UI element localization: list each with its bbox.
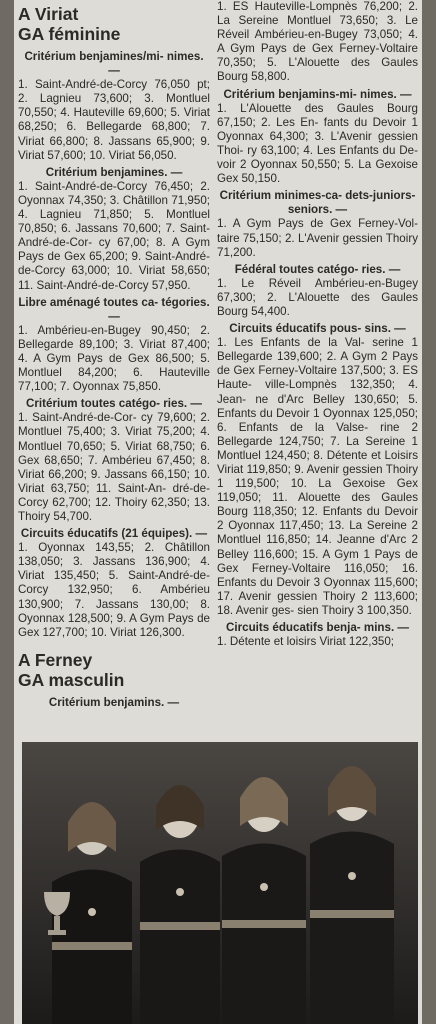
- section-title: Critérium benjamins. —: [48, 695, 180, 709]
- section-body: 1. Saint-André-de-Corcy 76,450; 2. Oyonnax 74,350; 3. Châtillon 71,950; 4. Lagnieu 71,850; 5. Montluel 70,850; 6. Jassans 70,600; 7. Saint-André-de-Cor- cy 67,00; 8. A Gym Pays de Gex 65,200; 9. Saint-André-de-Corcy 63,000; 10. Viriat 58,650; 11. Saint-André-de-Corcy 57,950.: [18, 179, 210, 292]
- heading-ferney: [18, 650, 210, 690]
- section-title: Critérium minimes-ca- dets-juniors-seniors. —: [219, 189, 416, 217]
- section-body: 1. L'Alouette des Gaules Bourg 67,150; 2. Les En- fants du Devoir 1 Oyonnax 64,300; 3. L'Avenir gessien Thoi- ry 63,100; 4. Les Enfants du De- voir 2 Oyonnax 50,550; 5. La Gexoise Gex 50,150.: [217, 101, 418, 186]
- heading-line-1: A Viriat: [18, 4, 79, 24]
- section-title: Critérium benjamines/mi- nimes. —: [24, 50, 204, 78]
- team-photo-illustration: [22, 742, 418, 1024]
- section-body: 1. Oyonnax 143,55; 2. Châtillon 138,050; 3. Jassans 136,900; 4. Viriat 135,450; 5. Saint-André-de-Corcy 132,950; 6. Ambérieu 130,900; 7. Jassans 130,00; 8. Oyonnax 128,500; 9. A Gym Pays de Gex 127,700; 10. Viriat 126,300.: [18, 541, 210, 639]
- section-title: Circuits éducatifs pous- sins. —: [229, 322, 406, 336]
- heading-line-4: GA masculin: [18, 669, 125, 690]
- section-title: Circuits éducatifs benja- mins. —: [226, 621, 409, 635]
- section-title: Critérium benjamins-mi- nimes. —: [223, 87, 412, 101]
- section-title: Critérium toutes catégo- ries. —: [26, 397, 202, 411]
- heading-line-2: GA féminine: [18, 24, 121, 44]
- right-column: [217, 0, 418, 649]
- left-column: [18, 0, 210, 710]
- section-title: Libre aménagé toutes ca- tégories. —: [18, 295, 210, 323]
- section-body: 1. Le Réveil Ambérieu-en-Bugey 67,300; 2. L'Alouette des Gaules Bourg 54,400.: [217, 276, 418, 318]
- section-title: Fédéral toutes catégo- ries. —: [234, 262, 401, 276]
- team-photo: [22, 742, 418, 1024]
- section-title: Circuits éducatifs (21 équipes). —: [20, 527, 208, 541]
- section-body: 1. Saint-André-de-Corcy 76,050 pt; 2. Lagnieu 73,600; 3. Montluel 70,550; 4. Hauteville 69,600; 5. Viriat 68,250; 6. Bellegarde 68,800; 7. Viriat 66,800; 8. Jassans 65,900; 9. Viriat 57,600; 10. Viriat 56,050.: [18, 78, 210, 162]
- section-body: 1. Ambérieu-en-Bugey 90,450; 2. Bellegarde 89,100; 3. Viriat 87,400; 4. A Gym Pays de Gex 86,500; 5. Montluel 84,200; 6. Hauteville 77,100; 7. Oyonnax 75,850.: [18, 323, 210, 394]
- heading-line-3: A Ferney: [18, 649, 93, 670]
- heading-viriat: [18, 4, 210, 44]
- newspaper-clipping: [14, 0, 422, 1024]
- section-body: 1. Détente et loisirs Viriat 122,350;: [217, 635, 395, 649]
- lead-paragraph: 1. ES Hauteville-Lompnès 76,200; 2. La Sereine Montluel 73,650; 3. Le Réveil Ambérieu-en-Bugey 73,050; 4. A Gym Pays de Gex Ferney-Voltaire 70,350; 5. L'Alouette des Gaules Bourg 58,800.: [217, 0, 418, 84]
- section-body: 1. Saint-André-de-Cor- cy 79,600; 2. Montluel 75,400; 3. Viriat 75,200; 4. Montluel 70,650; 5. Viriat 68,750; 6. Gex 68,650; 7. Ambérieu 67,450; 8. Viriat 66,200; 9. Jassans 66,150; 10. Viriat 63,750; 11. Saint-An- dré-de-Corcy 62,700; 12. Thoiry 62,350; 13. Thoiry 54,700.: [18, 411, 210, 523]
- section-body: 1. Les Enfants de la Val- serine 1 Bellegarde 139,600; 2. A Gym 2 Pays de Gex Ferney-Voltaire 137,500; 3. ES Haute- ville-Lompnès 132,350; 4. Jean- ne d'Arc Belley 130,650; 5. Enfants du Devoir 1 Oyonnax 125,050; 6. Enfants de la Valse- rine 2 Bellegarde 124,750; 7. La Sereine 1 Montluel 124,450; 8. Détente et Loisirs Viriat 119,850; 9. Avenir gessien Thoiry 1 119,500; 10. La Gexoise Gex 119,050; 11. Alouette des Gaules Bourg 118,350; 12. Enfants du Devoir 2 Oyonnax 117,450; 13. La Sereine 2 Montluel 116,850; 14. Jeanne d'Arc 2 Belley 116,600; 15. A Gym 1 Pays de Gex Ferney-Voltaire 116,050; 16. Enfants du Devoir 3 Oyonnax 115,600; 17. Avenir gessien Thoiry 2 113,600; 18. Avenir ges- sien Thoiry 3 100,350.: [217, 336, 418, 617]
- section-title: Critérium benjamines. —: [45, 165, 183, 179]
- section-body: 1. A Gym Pays de Gex Ferney-Vol- taire 75,150; 2. L'Avenir gessien Thoiry 71,200.: [217, 217, 418, 259]
